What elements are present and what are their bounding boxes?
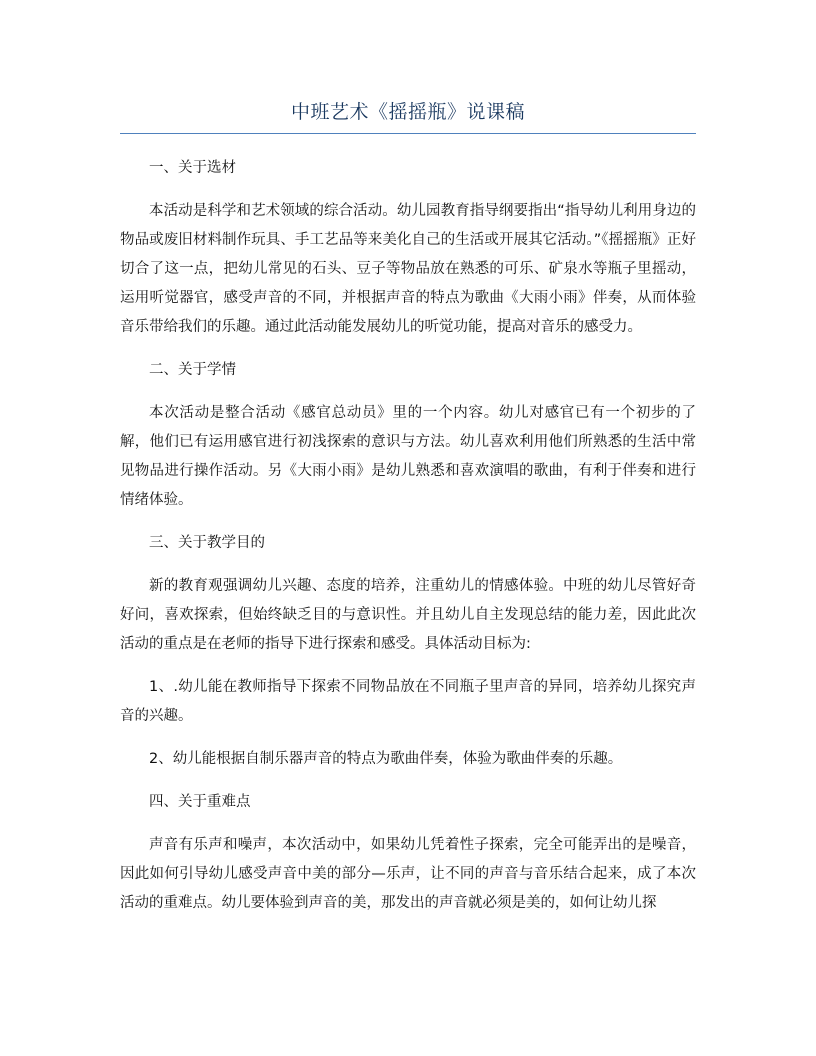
section-heading-objectives: 三、关于教学目的 bbox=[149, 535, 265, 551]
document-body bbox=[120, 154, 696, 932]
document-title: 中班艺术《摇摇瓶》说课稿 bbox=[290, 101, 525, 123]
section-heading-key-points: 四、关于重难点 bbox=[149, 794, 251, 810]
paragraph-learners: 本次活动是整合活动《感官总动员》里的一个内容。幼儿对感官已有一个初步的了解，他们已有运用感官进行初浅探索的意识与方法。幼儿喜欢利用他们所熟悉的生活中常见物品进行操作活动。另《大雨小雨》是幼儿熟悉和喜欢演唱的歌曲，有利于伴奏和进行情绪体验。 bbox=[120, 405, 696, 508]
title-underline bbox=[120, 133, 696, 134]
objective-item-2: 2、幼儿能根据自制乐器声音的特点为歌曲伴奏，体验为歌曲伴奏的乐趣。 bbox=[149, 751, 623, 767]
section-heading-learners: 二、关于学情 bbox=[149, 362, 236, 378]
objective-item-1: 1、.幼儿能在教师指导下探索不同物品放在不同瓶子里声音的异同，培养幼儿探究声音的兴趣。 bbox=[120, 679, 696, 724]
section-heading-selection: 一、关于选材 bbox=[149, 160, 236, 176]
paragraph-objectives: 新的教育观强调幼儿兴趣、态度的培养，注重幼儿的情感体验。中班的幼儿尽管好奇好问，喜欢探索，但始终缺乏目的与意识性。并且幼儿自主发现总结的能力差，因此此次活动的重点是在老师的指导下进行探索和感受。具体活动目标为: bbox=[120, 578, 696, 652]
paragraph-key-points: 声音有乐声和噪声，本次活动中，如果幼儿凭着性子探索，完全可能弄出的是噪音，因此如何引导幼儿感受声音中美的部分—乐声，让不同的声音与音乐结合起来，成了本次活动的重难点。幼儿要体验到声音的美，那发出的声音就必须是美的，如何让幼儿探 bbox=[120, 837, 696, 911]
paragraph-selection: 本活动是科学和艺术领域的综合活动。幼儿园教育指导纲要指出“指导幼儿利用身边的物品或废旧材料制作玩具、手工艺品等来美化自己的生活或开展其它活动。”《摇摇瓶》正好切合了这一点，把幼儿常见的石头、豆子等物品放在熟悉的可乐、矿泉水等瓶子里摇动，运用听觉器官，感受声音的不同，并根据声音的特点为歌曲《大雨小雨》伴奏，从而体验音乐带给我们的乐趣。通过此活动能发展幼儿的听觉功能，提高对音乐的感受力。 bbox=[120, 203, 696, 335]
